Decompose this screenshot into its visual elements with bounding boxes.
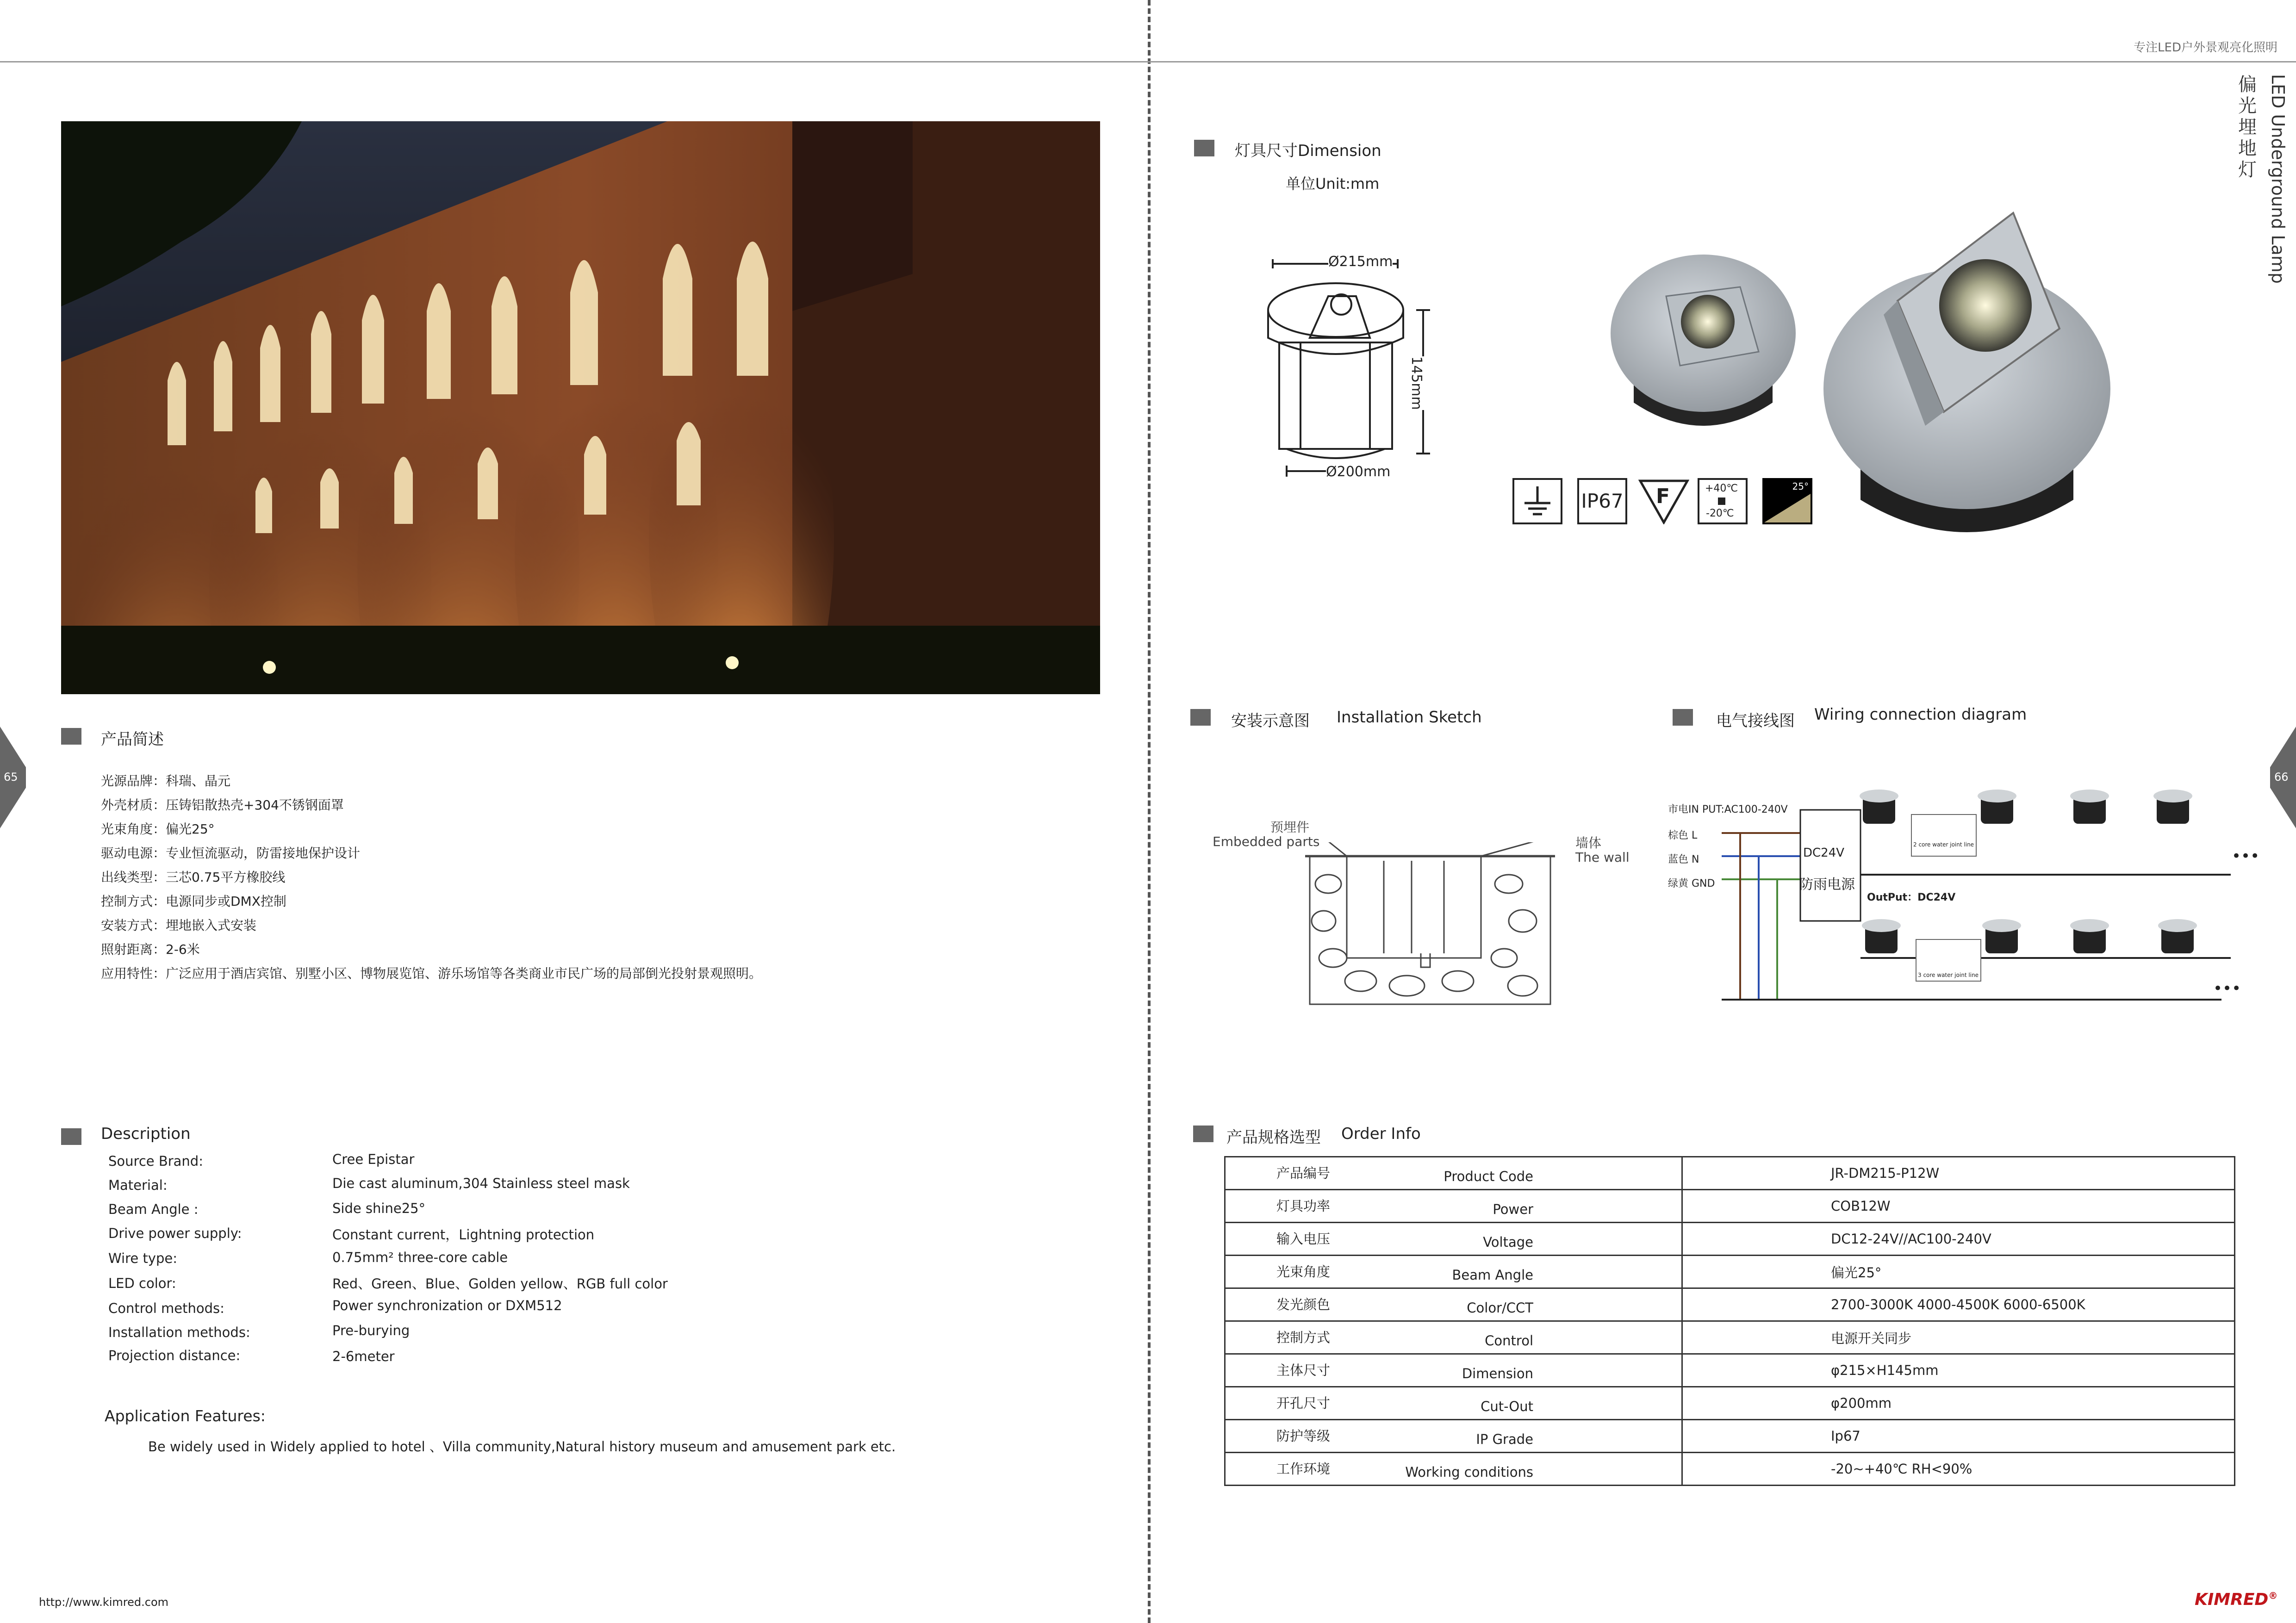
wiring-title-zh: 电气接线图: [1716, 712, 1795, 730]
overview-line: 应用特性：广泛应用于酒店宾馆、别墅小区、博物展览馆、游乐场馆等各类商业市民广场的局部倒光投射景观照明。: [101, 966, 762, 981]
temperature-marker: [1718, 497, 1725, 505]
product-photo-angled: [1819, 194, 2115, 546]
overview-line: 光源品牌：科瑞、晶元: [101, 773, 231, 789]
order-title-zh: 产品规格选型: [1226, 1128, 1321, 1147]
desc-value: Die cast aluminum,304 Stainless steel mask: [332, 1175, 630, 1191]
dimension-top-diameter: Ø215mm: [1328, 254, 1393, 270]
description-title: Description: [101, 1125, 191, 1143]
wiring-title-en: Wiring connection diagram: [1814, 705, 2027, 724]
installation-section-marker: [1190, 709, 1211, 726]
wiring-continue-top: •••: [2232, 847, 2260, 865]
driver-voltage: DC24V: [1803, 846, 1845, 860]
spec-label-en: Dimension: [1462, 1366, 1533, 1381]
wiring-brown-label: 棕色 L: [1668, 830, 1698, 841]
header-tagline: 专注LED户外景观亮化照明: [2134, 41, 2277, 55]
side-title-zh: 偏光埋地灯: [2238, 74, 2257, 180]
overview-section-marker: [61, 728, 81, 745]
spec-label-zh: 工作环境: [1276, 1461, 1331, 1477]
header-rule: [0, 61, 2296, 62]
wall-label-zh: 墙体: [1575, 835, 1602, 851]
desc-value: 0.75mm² three-core cable: [332, 1250, 508, 1265]
overview-line: 光束角度：偏光25°: [101, 821, 215, 837]
installation-title-en: Installation Sketch: [1337, 708, 1482, 727]
desc-label: Beam Angle :: [108, 1201, 199, 1217]
spec-value: JR-DM215-P12W: [1682, 1157, 2235, 1190]
overview-line: 外壳材质：压铸铝散热壳+304不锈钢面罩: [101, 797, 344, 813]
spec-value: COB12W: [1682, 1190, 2235, 1223]
spec-label-en: Cut-Out: [1481, 1399, 1533, 1414]
ip67-label: IP67: [1581, 490, 1624, 512]
embedded-label-en: Embedded parts: [1213, 834, 1320, 849]
f-mark-icon: [1638, 478, 1685, 521]
spec-label-zh: 输入电压: [1276, 1231, 1331, 1247]
spec-label-zh: 灯具功率: [1276, 1198, 1331, 1214]
side-title-en: LED Underground Lamp: [2268, 74, 2288, 284]
brand-mark: ®: [2268, 1590, 2278, 1601]
table-row: [1225, 1387, 2235, 1420]
desc-value: 2-6meter: [332, 1349, 395, 1364]
wiring-section-marker: [1673, 709, 1693, 726]
desc-label: Projection distance:: [108, 1348, 241, 1363]
table-row: [1225, 1256, 2235, 1288]
temperature-min: -20℃: [1706, 508, 1734, 519]
beam-angle-icon: [1762, 478, 1812, 524]
spec-label-en: IP Grade: [1476, 1431, 1533, 1447]
table-row: [1225, 1420, 2235, 1453]
dimension-title: 灯具尺寸Dimension: [1235, 142, 1381, 160]
application-features-title: Application Features:: [105, 1407, 266, 1425]
application-features-text: Be widely used in Widely applied to hotel 、Villa community,Natural history museum and amusement park etc.: [148, 1439, 896, 1455]
table-row: [1225, 1321, 2235, 1354]
spec-value: 电源开关同步: [1682, 1321, 2235, 1354]
table-row: [1225, 1190, 2235, 1223]
spec-value: 偏光25°: [1682, 1256, 2235, 1288]
beam-angle-label: 25°: [1792, 481, 1809, 492]
connector-note-bottom: 3 core water joint line: [1918, 972, 1979, 978]
desc-value: Cree Epistar: [332, 1151, 415, 1167]
table-row: [1225, 1453, 2235, 1486]
right-page-number: 66: [2274, 771, 2289, 784]
installation-diagram: [1305, 842, 1555, 1009]
wiring-blue-label: 蓝色 N: [1668, 854, 1699, 865]
overview-line: 驱动电源：专业恒流驱动，防雷接地保护设计: [101, 846, 361, 861]
order-section-marker: [1193, 1126, 1213, 1142]
spec-value: Ip67: [1682, 1420, 2235, 1453]
dimension-bottom-diameter: Ø200mm: [1326, 464, 1391, 480]
spec-label-en: Color/CCT: [1467, 1300, 1533, 1316]
desc-value: Constant current，Lightning protection: [332, 1227, 595, 1243]
wall-label-en: The wall: [1575, 850, 1630, 865]
wiring-diagram: [1712, 782, 2259, 1004]
desc-value: Power synchronization or DXM512: [332, 1298, 562, 1313]
table-row: [1225, 1288, 2235, 1321]
overview-line: 安装方式：埋地嵌入式安装: [101, 918, 257, 933]
spec-label-en: Beam Angle: [1452, 1267, 1533, 1283]
brand-logo: [2195, 1590, 2277, 1609]
spec-value: 2700-3000K 4000-4500K 6000-6500K: [1682, 1288, 2235, 1321]
table-row: [1225, 1157, 2235, 1190]
wiring-continue-bottom: •••: [2213, 979, 2241, 998]
desc-value: Red、Green、Blue、Golden yellow、RGB full color: [332, 1276, 668, 1292]
wiring-input-label: 市电IN PUT:AC100-240V: [1668, 804, 1788, 815]
dimension-height: 145mm: [1408, 356, 1425, 410]
left-page-number: 65: [4, 771, 18, 784]
spec-label-zh: 主体尺寸: [1276, 1362, 1331, 1378]
table-row: [1225, 1354, 2235, 1387]
spec-label-en: Working conditions: [1405, 1464, 1533, 1480]
desc-label: Installation methods:: [108, 1325, 250, 1340]
wiring-gnd-label: 绿黄 GND: [1668, 878, 1715, 889]
installation-title-zh: 安装示意图: [1231, 712, 1310, 730]
spec-label-en: Power: [1493, 1201, 1533, 1217]
overview-line: 出线类型：三芯0.75平方橡胶线: [101, 870, 286, 885]
spec-label-en: Voltage: [1483, 1234, 1533, 1250]
overview-line: 控制方式：电源同步或DMX控制: [101, 894, 286, 909]
desc-label: Material:: [108, 1177, 168, 1193]
order-table: [1224, 1156, 2235, 1486]
footer-url: http://www.kimred.com: [39, 1596, 169, 1609]
desc-label: Source Brand:: [108, 1153, 203, 1169]
temperature-max: +40℃: [1705, 483, 1738, 494]
ip67-icon: [1577, 478, 1627, 524]
embedded-label-zh: 预埋件: [1270, 820, 1310, 835]
spec-value: φ200mm: [1682, 1387, 2235, 1420]
brand-name: KIMRED: [2195, 1590, 2269, 1609]
driver-name: 防雨电源: [1799, 877, 1855, 893]
spec-label-zh: 光束角度: [1276, 1264, 1331, 1280]
spec-value: φ215×H145mm: [1682, 1354, 2235, 1387]
spec-label-zh: 防护等级: [1276, 1428, 1331, 1444]
wiring-output-label: OutPut：DC24V: [1867, 892, 1956, 903]
spec-value: -20~+40℃ RH<90%: [1682, 1453, 2235, 1486]
dimension-unit: 单位Unit:mm: [1286, 175, 1380, 193]
desc-label: Control methods:: [108, 1300, 224, 1316]
spec-label-zh: 开孔尺寸: [1276, 1395, 1331, 1411]
page-divider-dashed: [1148, 0, 1151, 1623]
spec-label-en: Control: [1485, 1333, 1533, 1349]
dimension-section-marker: [1194, 140, 1214, 156]
f-mark-label: F: [1656, 485, 1670, 508]
desc-value: Side shine25°: [332, 1200, 426, 1216]
overview-lines: [101, 769, 762, 986]
desc-label: Drive power supply:: [108, 1225, 242, 1241]
desc-label: LED color:: [108, 1275, 176, 1291]
desc-value: Pre-burying: [332, 1323, 410, 1338]
spec-value: DC12-24V//AC100-240V: [1682, 1223, 2235, 1256]
spec-label-en: Product Code: [1444, 1169, 1533, 1184]
spec-label-zh: 产品编号: [1276, 1165, 1331, 1181]
description-section-marker: [61, 1128, 81, 1145]
desc-label: Wire type:: [108, 1250, 177, 1266]
order-title-en: Order Info: [1341, 1125, 1421, 1143]
spec-label-zh: 控制方式: [1276, 1330, 1331, 1345]
temperature-icon: [1698, 478, 1748, 524]
connector-note-top: 2 core water joint line: [1913, 841, 1974, 848]
application-photo: [61, 121, 1100, 694]
table-row: [1225, 1223, 2235, 1256]
overview-title: 产品简述: [101, 730, 164, 749]
spec-label-zh: 发光颜色: [1276, 1297, 1331, 1312]
product-photo-top: [1606, 241, 1800, 454]
overview-line: 照射距离：2-6米: [101, 942, 200, 957]
ground-icon: [1512, 478, 1562, 524]
